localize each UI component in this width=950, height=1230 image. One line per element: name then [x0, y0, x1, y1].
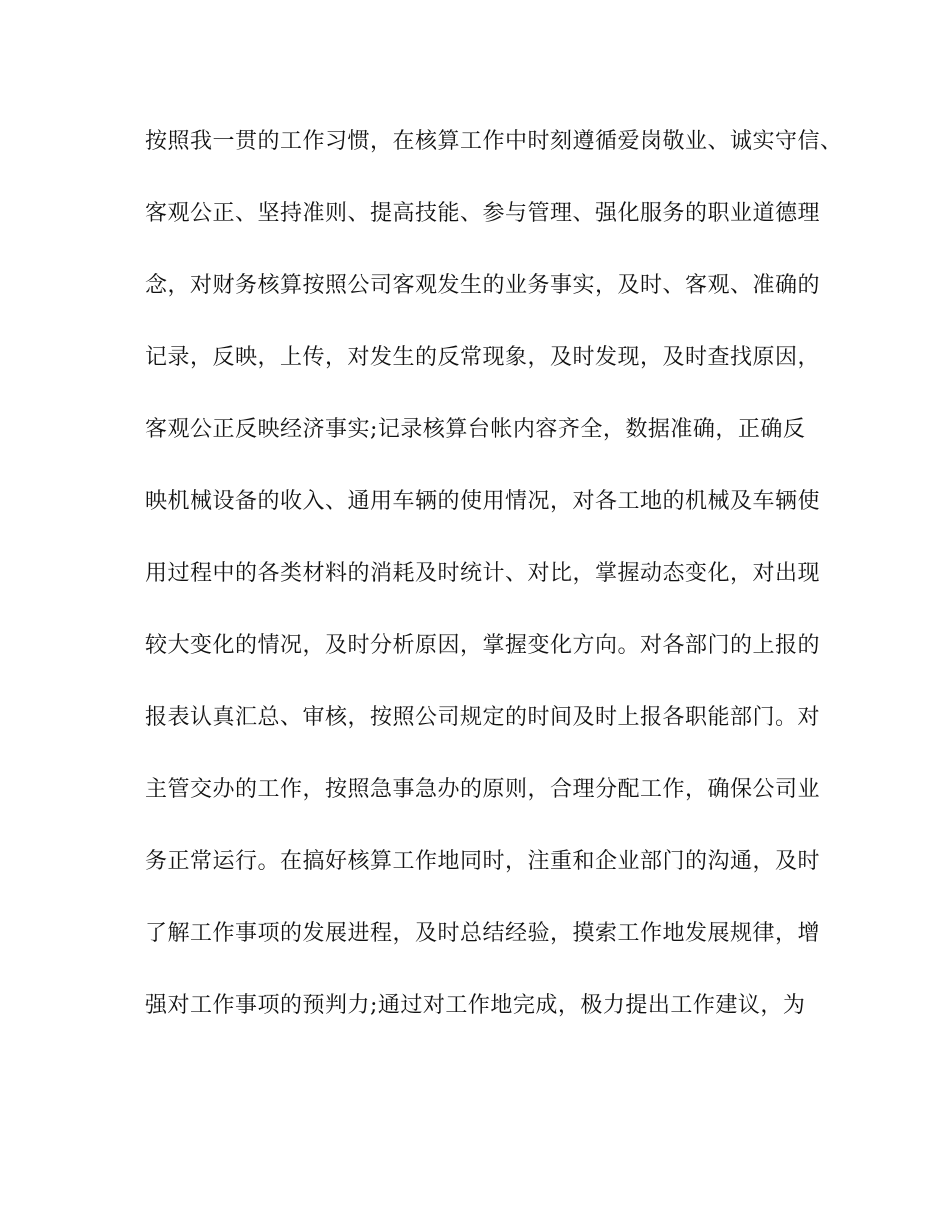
paragraph-line: 客观公正、坚持准则、提高技能、参与管理、强化服务的职业道德理	[145, 201, 821, 226]
paragraph-line: 按照我一贯的工作习惯，在核算工作中时刻遵循爱岗敬业、诚实守信、	[145, 129, 843, 154]
paragraph-line: 记录，反映，上传，对发生的反常现象，及时发现，及时查找原因，	[145, 345, 821, 370]
paragraph-line: 务正常运行。在搞好核算工作地同时，注重和企业部门的沟通，及时	[145, 849, 821, 874]
paragraph-line: 映机械设备的收入、通用车辆的使用情况，对各工地的机械及车辆使	[145, 489, 821, 514]
paragraph-line: 念，对财务核算按照公司客观发生的业务事实，及时、客观、准确的	[145, 273, 821, 298]
paragraph-line: 较大变化的情况，及时分析原因，掌握变化方向。对各部门的上报的	[145, 633, 821, 658]
paragraph-line: 报表认真汇总、审核，按照公司规定的时间及时上报各职能部门。对	[145, 705, 821, 730]
paragraph-line: 客观公正反映经济事实;记录核算台帐内容齐全，数据准确，正确反	[145, 417, 806, 442]
paragraph-line: 主管交办的工作，按照急事急办的原则，合理分配工作，确保公司业	[145, 777, 821, 802]
paragraph-line: 强对工作事项的预判力;通过对工作地完成，极力提出工作建议，为	[145, 993, 806, 1018]
paragraph-line: 了解工作事项的发展进程，及时总结经验，摸索工作地发展规律，增	[145, 921, 821, 946]
paragraph-line: 用过程中的各类材料的消耗及时统计、对比，掌握动态变化，对出现	[145, 561, 821, 586]
body-paragraph	[145, 127, 845, 1063]
